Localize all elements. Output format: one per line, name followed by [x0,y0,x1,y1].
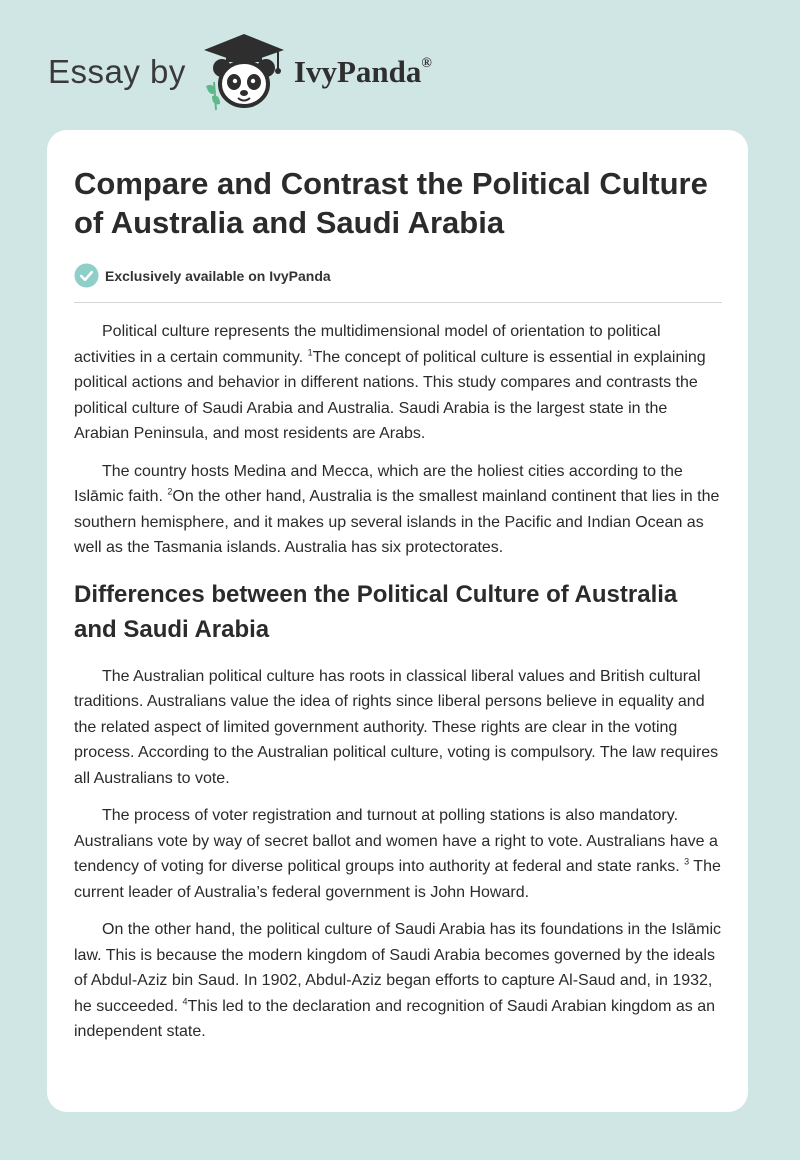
paragraph-text: On the other hand, the political culture of Saudi Arabia has its foundations in the Islāmic law. This is because the modern kingdom of Saudi Arabia becomes governed by the ideals of Abdul-Aziz bin Saud. In 1902, Abdul-Aziz began efforts to capture Al-Saud and, in 1932, he succeeded. [74,921,722,1015]
exclusive-badge [74,263,331,288]
paragraph-text: Political culture represents the multidimensional model of orientation to political activities in a certain community. [74,323,661,366]
paragraph-text: The current leader of Australia’s federal government is John Howard. [74,858,721,901]
site-header [48,30,432,114]
paragraph [74,319,724,447]
paragraph-text: The country hosts Medina and Mecca, which are the holiest cities according to the Islāmic faith. [74,462,683,505]
exclusive-label: Exclusively available on IvyPanda [105,267,331,284]
footnote-ref[interactable]: 3 [684,856,690,867]
paragraph [74,917,724,1045]
paragraph-text: The concept of political culture is essential in explaining political actions and behavior in different nations. This study compares and contrasts the political culture of Saudi Arabia and Australia. Saudi Arabia is the largest state in the Arabian Peninsula, and most residents are Arabs. [74,348,706,442]
divider [74,302,722,303]
paragraph [74,459,724,561]
registered-mark: ® [421,55,432,71]
footnote-ref[interactable]: 1 [307,347,313,358]
brand-name[interactable] [294,54,432,90]
paragraph-text: This led to the declaration and recognition of Saudi Arabian kingdom as an independent state. [74,997,715,1040]
brand-text: IvyPanda [293,54,422,89]
page-title: Compare and Contrast the Political Culture of Australia and Saudi Arabia [74,166,708,240]
check-circle-icon [74,263,99,288]
paragraph [74,803,724,905]
essay-body [74,319,724,1057]
essay-card [47,130,748,1112]
paragraph-text: The process of voter registration and turnout at polling stations is also mandatory. Australians vote by way of secret ballot and women have a right to vote. Australians have a tendency of voting for diverse political groups into authority at federal and state ranks. [74,807,718,875]
section-heading: Differences between the Political Culture of Australia and Saudi Arabia [74,580,678,643]
paragraph-text: The Australian political culture has roots in classical liberal values and British cultural traditions. Australians value the idea of rights since liberal persons believe in equality and the related aspect of limited government authority. These rights are clear in the voting process. According to the Australian political culture, voting is compulsory. The law requires all Australians to vote. [74,667,719,787]
paragraph [74,664,724,792]
footnote-ref[interactable]: 4 [182,996,188,1007]
essay-by-label: Essay by [48,53,186,90]
paragraph-text: On the other hand, Australia is the smallest mainland continent that lies in the southern hemisphere, and it makes up several islands in the Pacific and Indian Ocean as well as the Tasmania islands. Australia has six protectorates. [74,488,720,556]
footnote-ref[interactable]: 2 [167,486,173,497]
panda-graduate-logo-icon[interactable] [200,30,288,114]
